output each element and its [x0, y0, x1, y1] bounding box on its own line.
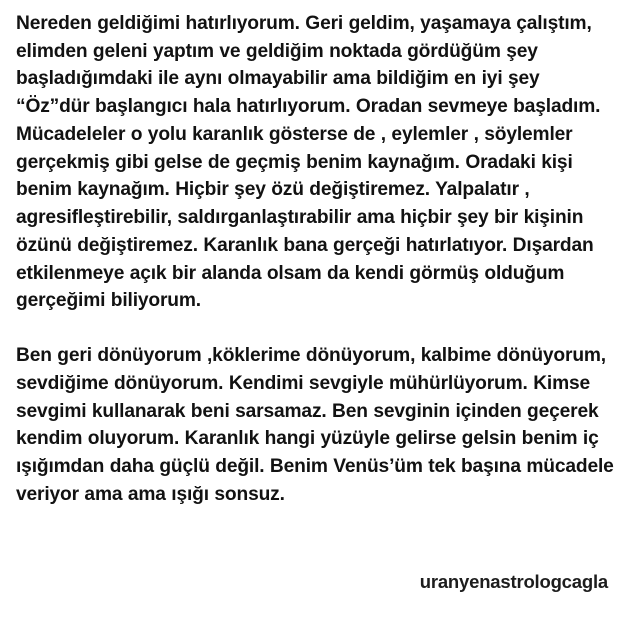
signature-row: [420, 571, 608, 593]
paragraph-two: Ben geri dönüyorum ,köklerime dönüyorum, kalbime dönüyorum, sevdiğime dönüyorum. Kendimi sevgiyle mühürlüyorum. Kimse sevgimi kullanarak beni sarsamaz. Ben sevginin içinden geçerek kendim oluyorum. Karanlık hangi yüzüyle gelirse gelsin benim iç ışığımdan daha güçlü değil. Benim Venüs’üm tek başına mücadele veriyor ama ama ışığı sonsuz.: [16, 345, 614, 505]
paragraph-one: Nereden geldiğimi hatırlıyorum. Geri geldim, yaşamaya çalıştım, elimden geleni yaptım ve geldiğim noktada gördüğüm şey başladığımdaki ile aynı olmayabilir ama bildiğim en iyi şey “Öz”dür başlangıcı hala hatırlıyorum. Oradan sevmeye başladım. Mücadeleler o yolu karanlık gösterse de , eylemler , söylemler gerçekmiş gibi gelse de geçmiş benim kaynağım. Oradaki kişi benim kaynağım. Hiçbir şey özü değiştiremez. Yalpalatır , agresifleştirebilir, saldırganlaştırabilir ama hiçbir şey bir kişinin özünü değiştiremez. Karanlık bana gerçeği hatırlatıyor. Dışardan etkilenmeye açık bir alanda olsam da kendi görmüş olduğum gerçeğimi biliyorum.: [16, 13, 601, 312]
author-handle: uranyenastrologcagla: [419, 571, 608, 592]
